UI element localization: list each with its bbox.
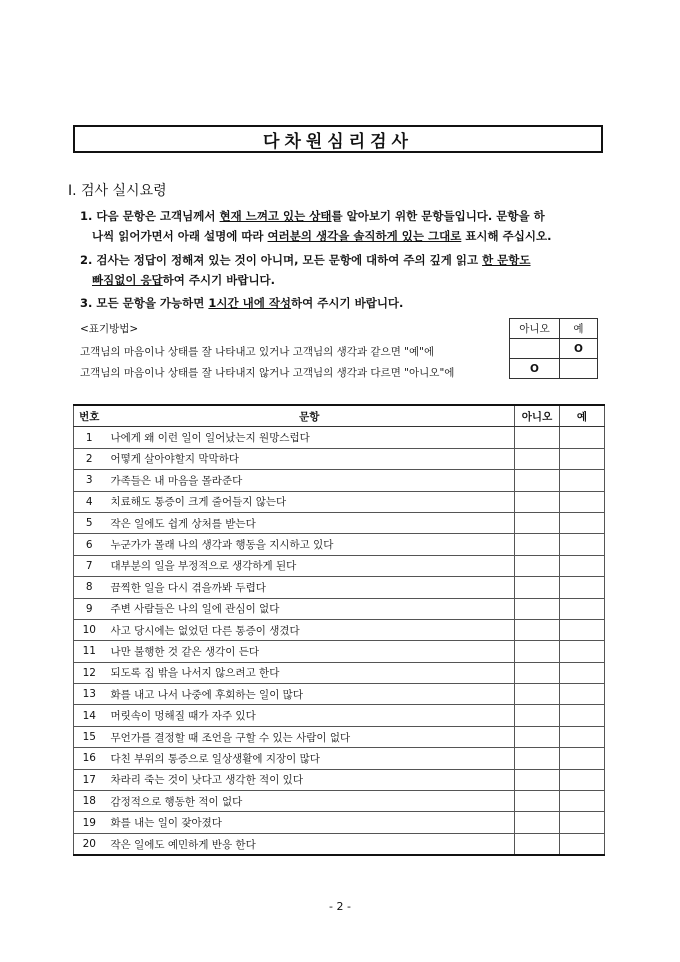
answer-no-cell[interactable] [515,726,560,747]
answer-no-cell[interactable] [515,470,560,491]
answer-no-cell[interactable] [515,427,560,448]
row-question: 작은 일에도 쉽게 상처를 받는다 [105,512,515,533]
answer-no-cell[interactable] [515,705,560,726]
answer-no-cell[interactable] [515,619,560,640]
answer-no-cell[interactable] [515,812,560,833]
header-answer-no: 아니오 [515,405,560,427]
table-row [74,598,605,619]
answer-yes-cell[interactable] [560,619,605,640]
table-row [74,577,605,598]
answer-no-cell[interactable] [515,833,560,855]
row-question: 나에게 왜 이런 일이 일어났는지 원망스럽다 [105,427,515,448]
table-row [74,427,605,448]
answer-no-cell[interactable] [515,748,560,769]
row-number: 17 [74,769,105,790]
table-row [74,833,605,855]
table-row [74,791,605,812]
legend-mark-yes: O [560,339,598,359]
answer-yes-cell[interactable] [560,748,605,769]
table-row [74,705,605,726]
row-number: 9 [74,598,105,619]
answer-no-cell[interactable] [515,791,560,812]
row-number: 8 [74,577,105,598]
answer-yes-cell[interactable] [560,662,605,683]
answer-yes-cell[interactable] [560,726,605,747]
answer-no-cell[interactable] [515,491,560,512]
answer-yes-cell[interactable] [560,470,605,491]
row-question: 어떻게 살아야할지 막막하다 [105,448,515,469]
table-row [74,491,605,512]
table-row [74,641,605,662]
row-question: 차라리 죽는 것이 낫다고 생각한 적이 있다 [105,769,515,790]
instruction-1: 1. 다음 문항은 고객님께서 현재 느껴고 있는 상태를 알아보기 위한 문항들입니다. 문항을 하 나씩 읽어가면서 아래 설명에 따라 여러분의 생각을 솔직하게 있는 그대로 표시해 주십시오. [80,209,552,243]
row-question: 화를 내는 일이 잦아졌다 [105,812,515,833]
table-row [74,470,605,491]
answer-yes-cell[interactable] [560,512,605,533]
row-number: 7 [74,555,105,576]
answer-yes-cell[interactable] [560,427,605,448]
row-number: 4 [74,491,105,512]
instruction-2: 2. 검사는 정답이 정해져 있는 것이 아니며, 모든 문항에 대하여 주의 깊게 읽고 한 문항도 빠짐없이 응답하여 주시기 바랍니다. [80,253,531,287]
page-number: - 2 - [329,900,351,913]
legend-label: <표기방법> [80,323,139,335]
answer-no-cell[interactable] [515,641,560,662]
table-row [74,619,605,640]
row-question: 끔찍한 일을 다시 겪을까봐 두렵다 [105,577,515,598]
table-row [74,662,605,683]
row-number: 10 [74,619,105,640]
table-row [74,748,605,769]
row-number: 11 [74,641,105,662]
row-question: 다친 부위의 통증으로 일상생활에 지장이 많다 [105,748,515,769]
answer-yes-cell[interactable] [560,812,605,833]
row-question: 작은 일에도 예민하게 반응 한다 [105,833,515,855]
row-question: 주변 사람들은 나의 일에 관심이 없다 [105,598,515,619]
row-number: 13 [74,684,105,705]
row-question: 머릿속이 멍해질 때가 자주 있다 [105,705,515,726]
answer-yes-cell[interactable] [560,641,605,662]
answer-yes-cell[interactable] [560,769,605,790]
answer-yes-cell[interactable] [560,448,605,469]
legend-line-no: 고객님의 마음이나 상태를 잘 나타내지 않거나 고객님의 생각과 다르면 "아니오"에 [80,367,455,379]
answer-yes-cell[interactable] [560,791,605,812]
table-row [74,534,605,555]
table-row [74,448,605,469]
section-heading: I. 검사 실시요령 [68,183,167,199]
answer-no-cell[interactable] [515,662,560,683]
answer-yes-cell[interactable] [560,598,605,619]
answer-yes-cell[interactable] [560,534,605,555]
answer-yes-cell[interactable] [560,555,605,576]
row-question: 대부분의 일을 부정적으로 생각하게 된다 [105,555,515,576]
answer-yes-cell[interactable] [560,684,605,705]
answer-no-cell[interactable] [515,577,560,598]
row-question: 감정적으로 행동한 적이 없다 [105,791,515,812]
row-number: 5 [74,512,105,533]
instruction-3: 3. 모든 문항을 가능하면 1시간 내에 작성하여 주시기 바랍니다. [80,296,404,310]
header-answer-yes: 예 [560,405,605,427]
row-number: 20 [74,833,105,855]
row-question: 무언가를 결정할 때 조언을 구할 수 있는 사람이 없다 [105,726,515,747]
row-number: 12 [74,662,105,683]
header-number: 번호 [74,405,105,427]
row-number: 2 [74,448,105,469]
row-number: 1 [74,427,105,448]
answer-no-cell[interactable] [515,448,560,469]
row-question: 되도록 집 밖을 나서지 않으려고 한다 [105,662,515,683]
answer-no-cell[interactable] [515,512,560,533]
legend-col-no: 아니오 [510,319,560,339]
legend-table [509,318,598,379]
row-number: 6 [74,534,105,555]
legend-line-yes: 고객님의 마음이나 상태를 잘 나타내고 있거나 고객님의 생각과 같으면 "예"에 [80,346,435,358]
answer-yes-cell[interactable] [560,705,605,726]
row-question: 사고 당시에는 없었던 다른 통증이 생겼다 [105,619,515,640]
answer-yes-cell[interactable] [560,833,605,855]
row-number: 18 [74,791,105,812]
row-question: 나만 불행한 것 같은 생각이 든다 [105,641,515,662]
answer-no-cell[interactable] [515,684,560,705]
row-number: 3 [74,470,105,491]
table-row [74,726,605,747]
answer-yes-cell[interactable] [560,491,605,512]
row-number: 14 [74,705,105,726]
row-number: 15 [74,726,105,747]
table-row [74,512,605,533]
row-number: 19 [74,812,105,833]
page-title: 다차원심리검사 [73,125,603,153]
row-question: 누군가가 몰래 나의 생각과 행동을 지시하고 있다 [105,534,515,555]
answer-no-cell[interactable] [515,555,560,576]
answer-yes-cell[interactable] [560,577,605,598]
table-row [74,812,605,833]
row-question: 화를 내고 나서 나중에 후회하는 일이 많다 [105,684,515,705]
row-number: 16 [74,748,105,769]
row-question: 치료해도 통증이 크게 줄어들지 않는다 [105,491,515,512]
table-row [74,684,605,705]
row-question: 가족들은 내 마음을 몰라준다 [105,470,515,491]
table-row [74,555,605,576]
table-row [74,769,605,790]
questionnaire-table [73,404,605,856]
legend-mark-no: O [510,359,560,379]
answer-no-cell[interactable] [515,598,560,619]
header-item: 문항 [105,405,515,427]
answer-no-cell[interactable] [515,534,560,555]
answer-no-cell[interactable] [515,769,560,790]
legend-col-yes: 예 [560,319,598,339]
